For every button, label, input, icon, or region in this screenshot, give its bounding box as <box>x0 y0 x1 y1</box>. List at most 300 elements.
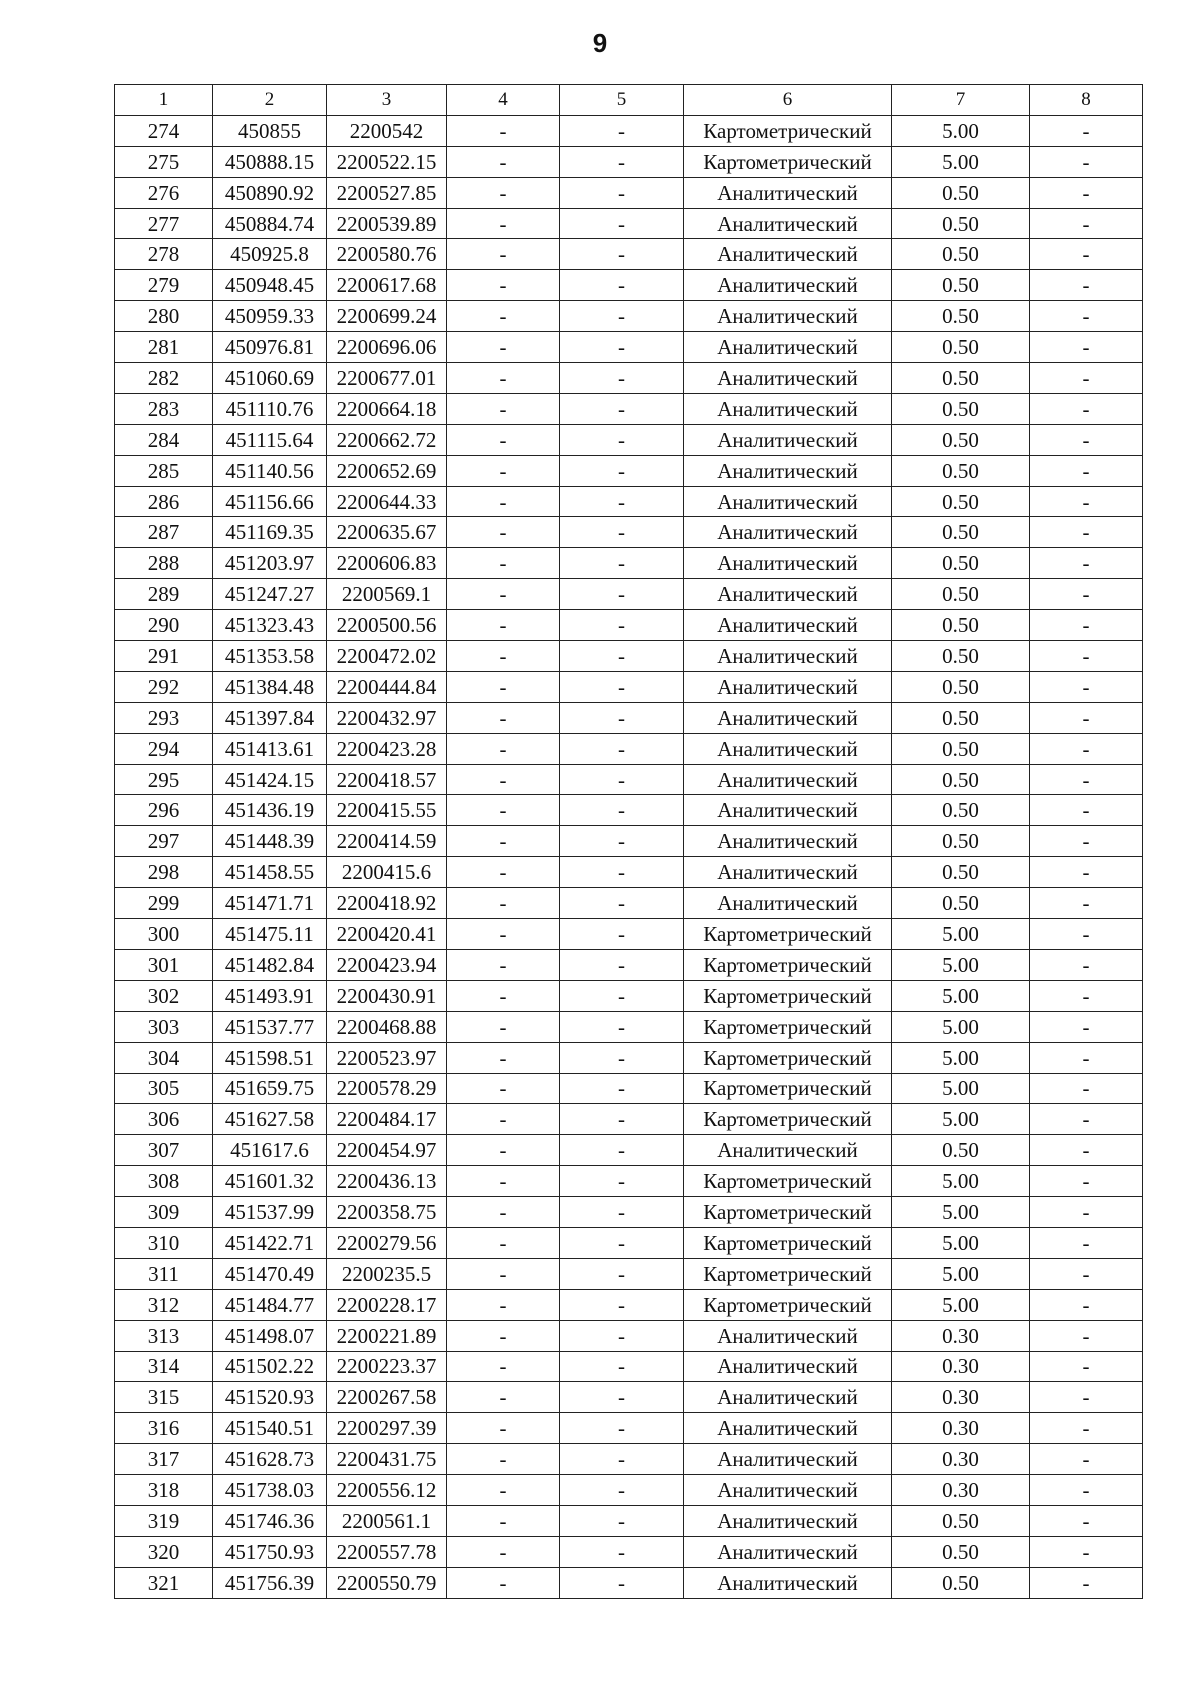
x-coordinate-cell: 451203.97 <box>213 548 327 579</box>
page-number: 9 <box>592 28 608 58</box>
col4-cell: - <box>447 610 560 641</box>
col5-cell: - <box>560 1135 684 1166</box>
col4-cell: - <box>447 393 560 424</box>
col5-cell: - <box>560 702 684 733</box>
column-header: 5 <box>560 85 684 116</box>
col4-cell: - <box>447 332 560 363</box>
table-row <box>115 486 1143 517</box>
table-row <box>115 980 1143 1011</box>
point-number-cell: 274 <box>115 115 213 146</box>
y-coordinate-cell: 2200418.57 <box>327 764 447 795</box>
accuracy-cell: 0.50 <box>892 1536 1030 1567</box>
accuracy-cell: 0.50 <box>892 1505 1030 1536</box>
col5-cell: - <box>560 1227 684 1258</box>
method-cell: Аналитический <box>684 1413 892 1444</box>
accuracy-cell: 0.30 <box>892 1320 1030 1351</box>
col8-cell: - <box>1030 301 1143 332</box>
col5-cell: - <box>560 826 684 857</box>
y-coordinate-cell: 2200542 <box>327 115 447 146</box>
accuracy-cell: 0.50 <box>892 177 1030 208</box>
table-row <box>115 1042 1143 1073</box>
y-coordinate-cell: 2200523.97 <box>327 1042 447 1073</box>
method-cell: Аналитический <box>684 1444 892 1475</box>
table-row <box>115 1166 1143 1197</box>
accuracy-cell: 0.50 <box>892 795 1030 826</box>
accuracy-cell: 0.50 <box>892 363 1030 394</box>
x-coordinate-cell: 451659.75 <box>213 1073 327 1104</box>
y-coordinate-cell: 2200539.89 <box>327 208 447 239</box>
table-row <box>115 301 1143 332</box>
point-number-cell: 313 <box>115 1320 213 1351</box>
col5-cell: - <box>560 517 684 548</box>
point-number-cell: 281 <box>115 332 213 363</box>
col5-cell: - <box>560 301 684 332</box>
col4-cell: - <box>447 888 560 919</box>
x-coordinate-cell: 451520.93 <box>213 1382 327 1413</box>
col4-cell: - <box>447 486 560 517</box>
y-coordinate-cell: 2200423.94 <box>327 949 447 980</box>
accuracy-cell: 5.00 <box>892 1197 1030 1228</box>
column-header: 6 <box>684 85 892 116</box>
col8-cell: - <box>1030 857 1143 888</box>
point-number-cell: 305 <box>115 1073 213 1104</box>
col5-cell: - <box>560 1351 684 1382</box>
point-number-cell: 309 <box>115 1197 213 1228</box>
col8-cell: - <box>1030 1351 1143 1382</box>
table-row <box>115 146 1143 177</box>
accuracy-cell: 0.30 <box>892 1475 1030 1506</box>
col8-cell: - <box>1030 1444 1143 1475</box>
point-number-cell: 277 <box>115 208 213 239</box>
table-row <box>115 1475 1143 1506</box>
x-coordinate-cell: 451484.77 <box>213 1289 327 1320</box>
x-coordinate-cell: 451156.66 <box>213 486 327 517</box>
x-coordinate-cell: 451628.73 <box>213 1444 327 1475</box>
accuracy-cell: 0.50 <box>892 579 1030 610</box>
col4-cell: - <box>447 949 560 980</box>
table-row <box>115 424 1143 455</box>
point-number-cell: 292 <box>115 671 213 702</box>
method-cell: Картометрический <box>684 1104 892 1135</box>
table-row <box>115 1382 1143 1413</box>
col5-cell: - <box>560 1042 684 1073</box>
col8-cell: - <box>1030 424 1143 455</box>
x-coordinate-cell: 451471.71 <box>213 888 327 919</box>
point-number-cell: 297 <box>115 826 213 857</box>
y-coordinate-cell: 2200358.75 <box>327 1197 447 1228</box>
col8-cell: - <box>1030 1475 1143 1506</box>
x-coordinate-cell: 451601.32 <box>213 1166 327 1197</box>
method-cell: Картометрический <box>684 1197 892 1228</box>
method-cell: Аналитический <box>684 239 892 270</box>
col4-cell: - <box>447 455 560 486</box>
point-number-cell: 317 <box>115 1444 213 1475</box>
y-coordinate-cell: 2200431.75 <box>327 1444 447 1475</box>
col8-cell: - <box>1030 1320 1143 1351</box>
table-row <box>115 1320 1143 1351</box>
x-coordinate-cell: 451493.91 <box>213 980 327 1011</box>
method-cell: Аналитический <box>684 424 892 455</box>
col5-cell: - <box>560 1475 684 1506</box>
y-coordinate-cell: 2200432.97 <box>327 702 447 733</box>
method-cell: Картометрический <box>684 1011 892 1042</box>
y-coordinate-cell: 2200522.15 <box>327 146 447 177</box>
accuracy-cell: 0.50 <box>892 393 1030 424</box>
method-cell: Аналитический <box>684 610 892 641</box>
x-coordinate-cell: 451617.6 <box>213 1135 327 1166</box>
accuracy-cell: 0.30 <box>892 1413 1030 1444</box>
col8-cell: - <box>1030 115 1143 146</box>
col5-cell: - <box>560 115 684 146</box>
method-cell: Аналитический <box>684 702 892 733</box>
method-cell: Картометрический <box>684 1166 892 1197</box>
col5-cell: - <box>560 1073 684 1104</box>
x-coordinate-cell: 451540.51 <box>213 1413 327 1444</box>
method-cell: Аналитический <box>684 1475 892 1506</box>
x-coordinate-cell: 451537.99 <box>213 1197 327 1228</box>
col4-cell: - <box>447 671 560 702</box>
x-coordinate-cell: 451140.56 <box>213 455 327 486</box>
col4-cell: - <box>447 239 560 270</box>
col5-cell: - <box>560 888 684 919</box>
x-coordinate-cell: 451060.69 <box>213 363 327 394</box>
accuracy-cell: 0.50 <box>892 1135 1030 1166</box>
col4-cell: - <box>447 980 560 1011</box>
method-cell: Картометрический <box>684 980 892 1011</box>
y-coordinate-cell: 2200677.01 <box>327 363 447 394</box>
table-row <box>115 826 1143 857</box>
table-row <box>115 1227 1143 1258</box>
point-number-cell: 298 <box>115 857 213 888</box>
point-number-cell: 319 <box>115 1505 213 1536</box>
col8-cell: - <box>1030 1073 1143 1104</box>
method-cell: Аналитический <box>684 826 892 857</box>
x-coordinate-cell: 451115.64 <box>213 424 327 455</box>
y-coordinate-cell: 2200235.5 <box>327 1258 447 1289</box>
y-coordinate-cell: 2200221.89 <box>327 1320 447 1351</box>
method-cell: Картометрический <box>684 115 892 146</box>
accuracy-cell: 0.50 <box>892 641 1030 672</box>
table-row <box>115 393 1143 424</box>
table-row <box>115 610 1143 641</box>
method-cell: Аналитический <box>684 1536 892 1567</box>
point-number-cell: 318 <box>115 1475 213 1506</box>
col8-cell: - <box>1030 363 1143 394</box>
table-row <box>115 548 1143 579</box>
method-cell: Аналитический <box>684 641 892 672</box>
method-cell: Картометрический <box>684 1289 892 1320</box>
table-row <box>115 208 1143 239</box>
x-coordinate-cell: 450884.74 <box>213 208 327 239</box>
col5-cell: - <box>560 671 684 702</box>
y-coordinate-cell: 2200223.37 <box>327 1351 447 1382</box>
col4-cell: - <box>447 548 560 579</box>
point-number-cell: 280 <box>115 301 213 332</box>
col5-cell: - <box>560 1444 684 1475</box>
accuracy-cell: 5.00 <box>892 1042 1030 1073</box>
y-coordinate-cell: 2200267.58 <box>327 1382 447 1413</box>
x-coordinate-cell: 451424.15 <box>213 764 327 795</box>
col8-cell: - <box>1030 1413 1143 1444</box>
y-coordinate-cell: 2200561.1 <box>327 1505 447 1536</box>
col5-cell: - <box>560 270 684 301</box>
point-number-cell: 291 <box>115 641 213 672</box>
accuracy-cell: 0.50 <box>892 332 1030 363</box>
x-coordinate-cell: 451746.36 <box>213 1505 327 1536</box>
accuracy-cell: 5.00 <box>892 919 1030 950</box>
x-coordinate-cell: 450890.92 <box>213 177 327 208</box>
method-cell: Картометрический <box>684 146 892 177</box>
x-coordinate-cell: 451384.48 <box>213 671 327 702</box>
col5-cell: - <box>560 1197 684 1228</box>
accuracy-cell: 0.30 <box>892 1444 1030 1475</box>
method-cell: Аналитический <box>684 208 892 239</box>
point-number-cell: 303 <box>115 1011 213 1042</box>
accuracy-cell: 5.00 <box>892 1289 1030 1320</box>
col4-cell: - <box>447 1536 560 1567</box>
accuracy-cell: 5.00 <box>892 1227 1030 1258</box>
table-header-row <box>115 85 1143 116</box>
col8-cell: - <box>1030 208 1143 239</box>
point-number-cell: 302 <box>115 980 213 1011</box>
column-header: 8 <box>1030 85 1143 116</box>
method-cell: Аналитический <box>684 548 892 579</box>
col8-cell: - <box>1030 146 1143 177</box>
point-number-cell: 286 <box>115 486 213 517</box>
x-coordinate-cell: 451756.39 <box>213 1567 327 1598</box>
x-coordinate-cell: 451397.84 <box>213 702 327 733</box>
col8-cell: - <box>1030 764 1143 795</box>
method-cell: Аналитический <box>684 1382 892 1413</box>
x-coordinate-cell: 450855 <box>213 115 327 146</box>
col4-cell: - <box>447 1289 560 1320</box>
col8-cell: - <box>1030 1011 1143 1042</box>
col8-cell: - <box>1030 1135 1143 1166</box>
table-row <box>115 455 1143 486</box>
method-cell: Аналитический <box>684 888 892 919</box>
point-number-cell: 306 <box>115 1104 213 1135</box>
col5-cell: - <box>560 1413 684 1444</box>
method-cell: Аналитический <box>684 301 892 332</box>
col8-cell: - <box>1030 486 1143 517</box>
accuracy-cell: 0.50 <box>892 208 1030 239</box>
method-cell: Аналитический <box>684 517 892 548</box>
point-number-cell: 304 <box>115 1042 213 1073</box>
col4-cell: - <box>447 919 560 950</box>
accuracy-cell: 0.50 <box>892 702 1030 733</box>
method-cell: Аналитический <box>684 270 892 301</box>
col8-cell: - <box>1030 177 1143 208</box>
point-number-cell: 320 <box>115 1536 213 1567</box>
col5-cell: - <box>560 641 684 672</box>
y-coordinate-cell: 2200644.33 <box>327 486 447 517</box>
col4-cell: - <box>447 1413 560 1444</box>
y-coordinate-cell: 2200569.1 <box>327 579 447 610</box>
table-row <box>115 579 1143 610</box>
col8-cell: - <box>1030 888 1143 919</box>
table-row <box>115 1011 1143 1042</box>
table-row <box>115 671 1143 702</box>
col5-cell: - <box>560 857 684 888</box>
x-coordinate-cell: 451110.76 <box>213 393 327 424</box>
col5-cell: - <box>560 795 684 826</box>
x-coordinate-cell: 451458.55 <box>213 857 327 888</box>
y-coordinate-cell: 2200578.29 <box>327 1073 447 1104</box>
col5-cell: - <box>560 610 684 641</box>
col4-cell: - <box>447 146 560 177</box>
table-row <box>115 641 1143 672</box>
col5-cell: - <box>560 1011 684 1042</box>
point-number-cell: 312 <box>115 1289 213 1320</box>
col8-cell: - <box>1030 239 1143 270</box>
col8-cell: - <box>1030 733 1143 764</box>
col5-cell: - <box>560 548 684 579</box>
x-coordinate-cell: 451247.27 <box>213 579 327 610</box>
point-number-cell: 289 <box>115 579 213 610</box>
col4-cell: - <box>447 733 560 764</box>
col4-cell: - <box>447 1320 560 1351</box>
col5-cell: - <box>560 1382 684 1413</box>
point-number-cell: 288 <box>115 548 213 579</box>
table-row <box>115 1289 1143 1320</box>
method-cell: Аналитический <box>684 363 892 394</box>
table-row <box>115 239 1143 270</box>
method-cell: Аналитический <box>684 177 892 208</box>
col4-cell: - <box>447 1351 560 1382</box>
accuracy-cell: 0.50 <box>892 857 1030 888</box>
method-cell: Аналитический <box>684 764 892 795</box>
col5-cell: - <box>560 764 684 795</box>
point-number-cell: 283 <box>115 393 213 424</box>
y-coordinate-cell: 2200527.85 <box>327 177 447 208</box>
table-row <box>115 795 1143 826</box>
method-cell: Аналитический <box>684 1351 892 1382</box>
x-coordinate-cell: 451502.22 <box>213 1351 327 1382</box>
point-number-cell: 307 <box>115 1135 213 1166</box>
method-cell: Аналитический <box>684 1505 892 1536</box>
table-row <box>115 764 1143 795</box>
method-cell: Картометрический <box>684 1258 892 1289</box>
method-cell: Картометрический <box>684 949 892 980</box>
table-row <box>115 1567 1143 1598</box>
col4-cell: - <box>447 177 560 208</box>
col5-cell: - <box>560 332 684 363</box>
y-coordinate-cell: 2200699.24 <box>327 301 447 332</box>
col8-cell: - <box>1030 641 1143 672</box>
accuracy-cell: 0.50 <box>892 888 1030 919</box>
col4-cell: - <box>447 579 560 610</box>
method-cell: Картометрический <box>684 1073 892 1104</box>
col8-cell: - <box>1030 1382 1143 1413</box>
col8-cell: - <box>1030 1197 1143 1228</box>
x-coordinate-cell: 451482.84 <box>213 949 327 980</box>
table-row <box>115 1505 1143 1536</box>
y-coordinate-cell: 2200430.91 <box>327 980 447 1011</box>
col8-cell: - <box>1030 1227 1143 1258</box>
col5-cell: - <box>560 424 684 455</box>
method-cell: Аналитический <box>684 671 892 702</box>
x-coordinate-cell: 451169.35 <box>213 517 327 548</box>
y-coordinate-cell: 2200436.13 <box>327 1166 447 1197</box>
table-row <box>115 1536 1143 1567</box>
column-header: 3 <box>327 85 447 116</box>
table-row <box>115 857 1143 888</box>
table-row <box>115 270 1143 301</box>
accuracy-cell: 5.00 <box>892 115 1030 146</box>
point-number-cell: 310 <box>115 1227 213 1258</box>
col8-cell: - <box>1030 270 1143 301</box>
col8-cell: - <box>1030 1258 1143 1289</box>
x-coordinate-cell: 451598.51 <box>213 1042 327 1073</box>
accuracy-cell: 0.50 <box>892 239 1030 270</box>
method-cell: Аналитический <box>684 733 892 764</box>
accuracy-cell: 5.00 <box>892 980 1030 1011</box>
point-number-cell: 299 <box>115 888 213 919</box>
col4-cell: - <box>447 795 560 826</box>
accuracy-cell: 0.50 <box>892 764 1030 795</box>
col8-cell: - <box>1030 1166 1143 1197</box>
col8-cell: - <box>1030 610 1143 641</box>
column-header: 2 <box>213 85 327 116</box>
table-row <box>115 177 1143 208</box>
point-number-cell: 287 <box>115 517 213 548</box>
accuracy-cell: 0.50 <box>892 455 1030 486</box>
y-coordinate-cell: 2200423.28 <box>327 733 447 764</box>
accuracy-cell: 5.00 <box>892 1011 1030 1042</box>
point-number-cell: 293 <box>115 702 213 733</box>
table-row <box>115 1413 1143 1444</box>
col5-cell: - <box>560 239 684 270</box>
col8-cell: - <box>1030 795 1143 826</box>
accuracy-cell: 0.50 <box>892 826 1030 857</box>
point-number-cell: 316 <box>115 1413 213 1444</box>
accuracy-cell: 0.50 <box>892 486 1030 517</box>
y-coordinate-cell: 2200550.79 <box>327 1567 447 1598</box>
col5-cell: - <box>560 579 684 610</box>
col5-cell: - <box>560 393 684 424</box>
accuracy-cell: 5.00 <box>892 146 1030 177</box>
col5-cell: - <box>560 1258 684 1289</box>
x-coordinate-cell: 450959.33 <box>213 301 327 332</box>
table-row <box>115 1135 1143 1166</box>
col4-cell: - <box>447 270 560 301</box>
y-coordinate-cell: 2200696.06 <box>327 332 447 363</box>
y-coordinate-cell: 2200472.02 <box>327 641 447 672</box>
col8-cell: - <box>1030 332 1143 363</box>
accuracy-cell: 0.30 <box>892 1351 1030 1382</box>
x-coordinate-cell: 450888.15 <box>213 146 327 177</box>
point-number-cell: 314 <box>115 1351 213 1382</box>
y-coordinate-cell: 2200652.69 <box>327 455 447 486</box>
method-cell: Аналитический <box>684 1135 892 1166</box>
x-coordinate-cell: 450948.45 <box>213 270 327 301</box>
col4-cell: - <box>447 1073 560 1104</box>
col8-cell: - <box>1030 455 1143 486</box>
y-coordinate-cell: 2200415.6 <box>327 857 447 888</box>
col4-cell: - <box>447 1104 560 1135</box>
col4-cell: - <box>447 1197 560 1228</box>
point-number-cell: 315 <box>115 1382 213 1413</box>
y-coordinate-cell: 2200415.55 <box>327 795 447 826</box>
col4-cell: - <box>447 301 560 332</box>
table-row <box>115 1258 1143 1289</box>
col4-cell: - <box>447 424 560 455</box>
y-coordinate-cell: 2200297.39 <box>327 1413 447 1444</box>
col5-cell: - <box>560 733 684 764</box>
point-number-cell: 276 <box>115 177 213 208</box>
col5-cell: - <box>560 146 684 177</box>
table-row <box>115 1104 1143 1135</box>
